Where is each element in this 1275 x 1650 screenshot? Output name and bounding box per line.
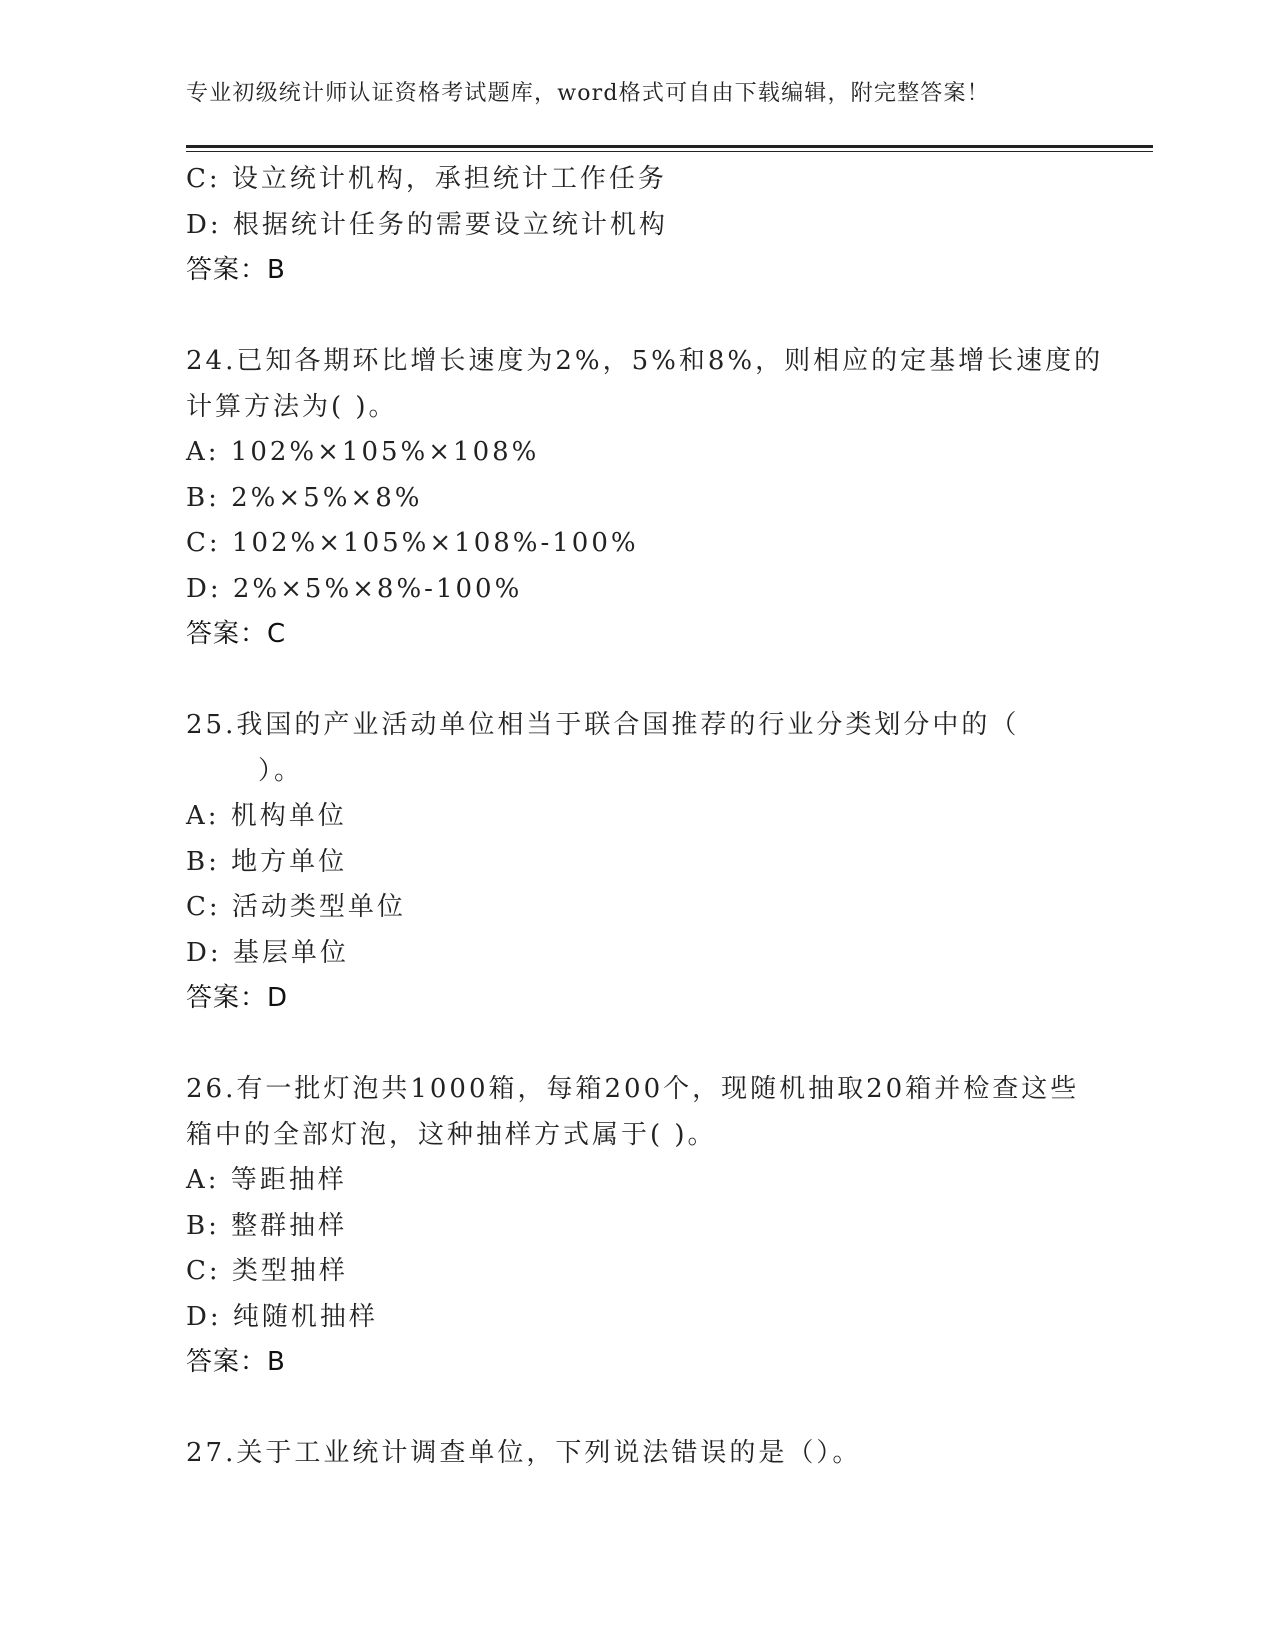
- question-25-stem: 25.我国的产业活动单位相当于联合国推荐的行业分类划分中的（: [186, 710, 1020, 740]
- header-rule-secondary: [186, 151, 1153, 152]
- spacer: [186, 1386, 1126, 1432]
- question-27-stem: 27.关于工业统计调查单位，下列说法错误的是（）。: [186, 1438, 862, 1468]
- option-c: C: 活动类型单位: [186, 892, 406, 922]
- option-b: B: 2%×5%×8%: [186, 482, 423, 513]
- option-c: C: 102%×105%×108%-100%: [186, 528, 639, 558]
- option-b: B: 整群抽样: [186, 1210, 348, 1241]
- answer-line: 答案：D: [186, 983, 289, 1013]
- spacer: [186, 658, 1126, 704]
- option-b: B: 地方单位: [186, 846, 348, 877]
- option-c: C: 设立统计机构，承担统计工作任务: [186, 164, 667, 194]
- option-c: C: 类型抽样: [186, 1256, 348, 1286]
- spacer: [186, 1022, 1126, 1068]
- question-24-stem: 24.已知各期环比增长速度为2%，5%和8%，则相应的定基增长速度的: [186, 346, 1104, 376]
- option-a: A: 等距抽样: [186, 1165, 347, 1195]
- option-a: A: 102%×105%×108%: [186, 437, 540, 467]
- question-25-stem-cont: ）。: [258, 755, 304, 786]
- option-d: D: 2%×5%×8%-100%: [186, 573, 523, 604]
- answer-line: 答案：B: [186, 1347, 286, 1377]
- option-d: D: 纯随机抽样: [186, 1301, 378, 1332]
- option-a: A: 机构单位: [186, 801, 347, 831]
- option-d: D: 基层单位: [186, 937, 349, 968]
- answer-line: 答案：B: [186, 255, 286, 285]
- question-26-stem: 26.有一批灯泡共1000箱，每箱200个，现随机抽取20箱并检查这些: [186, 1074, 1080, 1104]
- option-d: D: 根据统计任务的需要设立统计机构: [186, 209, 668, 240]
- header-rule: [186, 145, 1153, 148]
- question-26-stem-cont: 箱中的全部灯泡，这种抽样方式属于( )。: [186, 1119, 717, 1150]
- answer-line: 答案：C: [186, 619, 287, 649]
- question-24-stem-cont: 计算方法为( )。: [186, 391, 398, 422]
- document-body: [186, 157, 1126, 1477]
- page-header: 专业初级统计师认证资格考试题库，word格式可自由下载编辑，附完整答案！: [186, 81, 990, 106]
- spacer: [186, 294, 1126, 340]
